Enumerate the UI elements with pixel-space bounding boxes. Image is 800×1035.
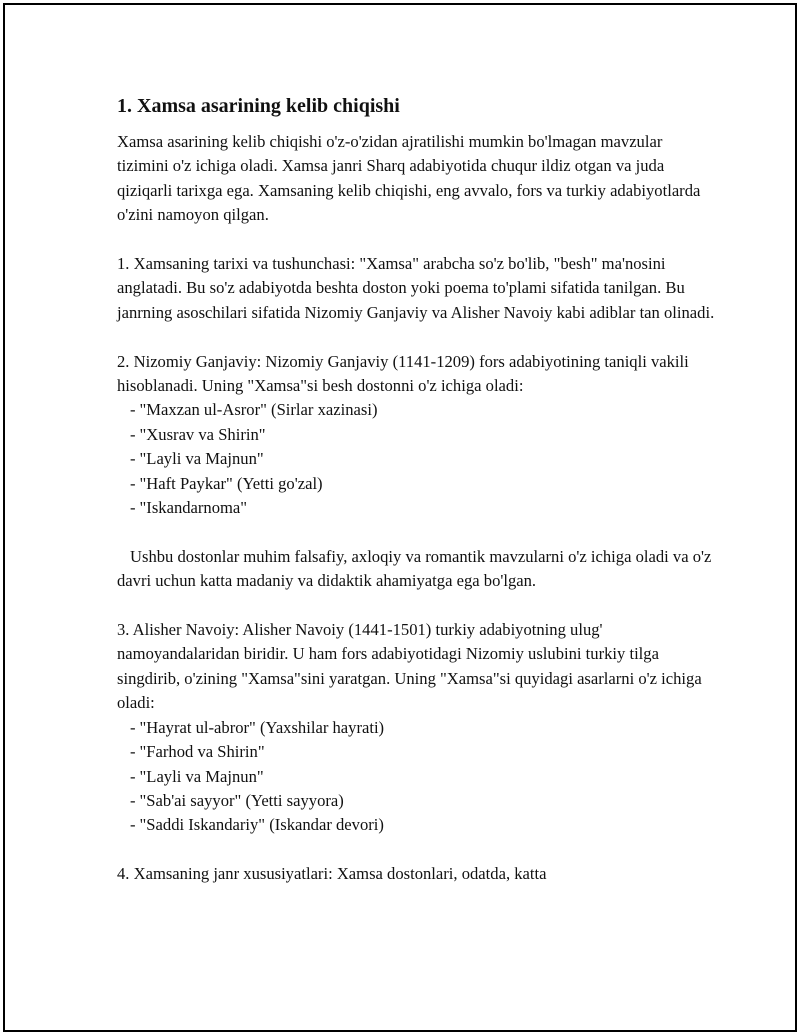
paragraph-gap <box>117 520 717 544</box>
list-item: - "Haft Paykar" (Yetti go'zal) <box>130 473 323 493</box>
paragraph-gap <box>117 228 717 252</box>
list-item: - "Sab'ai sayyor" (Yetti sayyora) <box>130 790 344 810</box>
paragraph-gap <box>117 325 717 349</box>
section-4-paragraph: 4. Xamsaning janr xususiyatlari: Xamsa dostonlari, odatda, katta <box>117 864 547 884</box>
section-2-note: Ushbu dostonlar muhim falsafiy, axloqiy va romantik mavzularni o'z ichiga oladi va o'z davri uchun katta madaniy va didaktik ahamiyatga ega bo'lgan. <box>117 546 712 591</box>
nizomiy-works-list <box>117 398 717 520</box>
section-1-paragraph: 1. Xamsaning tarixi va tushunchasi: "Xamsa" arabcha so'z bo'lib, "besh" ma'nosini anglatadi. Bu so'z adabiyotda beshta doston yoki poema to'plami sifatida tanilgan. Bu janrning asoschilari sifatida Nizomiy Ganjaviy va Alisher Navoiy kabi adiblar tan olinadi. <box>117 254 715 322</box>
list-item: - "Hayrat ul-abror" (Yaxshilar hayrati) <box>130 717 385 737</box>
list-item: - "Farhod va Shirin" <box>130 742 265 762</box>
list-item: - "Saddi Iskandariy" (Iskandar devori) <box>130 815 384 835</box>
paragraph-gap <box>117 594 717 618</box>
document-body <box>117 92 717 887</box>
navoiy-works-list <box>117 716 717 838</box>
paragraph-gap <box>117 838 717 862</box>
list-item: - "Iskandarnoma" <box>130 498 248 518</box>
list-item: - "Maxzan ul-Asror" (Sirlar xazinasi) <box>130 400 378 420</box>
section-heading: 1. Xamsa asarining kelib chiqishi <box>117 95 400 117</box>
list-item: - "Layli va Majnun" <box>130 766 264 786</box>
intro-paragraph: Xamsa asarining kelib chiqishi o'z-o'zidan ajratilishi mumkin bo'lmagan mavzular tizimini o'z ichiga oladi. Xamsa janri Sharq adabiyotida chuqur ildiz otgan va juda qiziqarli tarixga ega. Xamsaning kelib chiqishi, eng avvalo, fors va turkiy adabiyotlarda o'zini namoyon qilgan. <box>117 132 701 225</box>
section-2-paragraph: 2. Nizomiy Ganjaviy: Nizomiy Ganjaviy (1141-1209) fors adabiyotining taniqli vakili hisoblanadi. Uning "Xamsa"si besh dostonni o'z ichiga oladi: <box>117 351 689 396</box>
list-item: - "Layli va Majnun" <box>130 449 264 469</box>
section-3-paragraph: 3. Alisher Navoiy: Alisher Navoiy (1441-1501) turkiy adabiyotning ulug' namoyandalaridan biridir. U ham fors adabiyotidagi Nizomiy uslubini turkiy tilga singdirib, o'zining "Xamsa"sini yaratgan. Uning "Xamsa"si quyidagi asarlarni o'z ichiga oladi: <box>117 620 702 713</box>
list-item: - "Xusrav va Shirin" <box>130 424 266 444</box>
